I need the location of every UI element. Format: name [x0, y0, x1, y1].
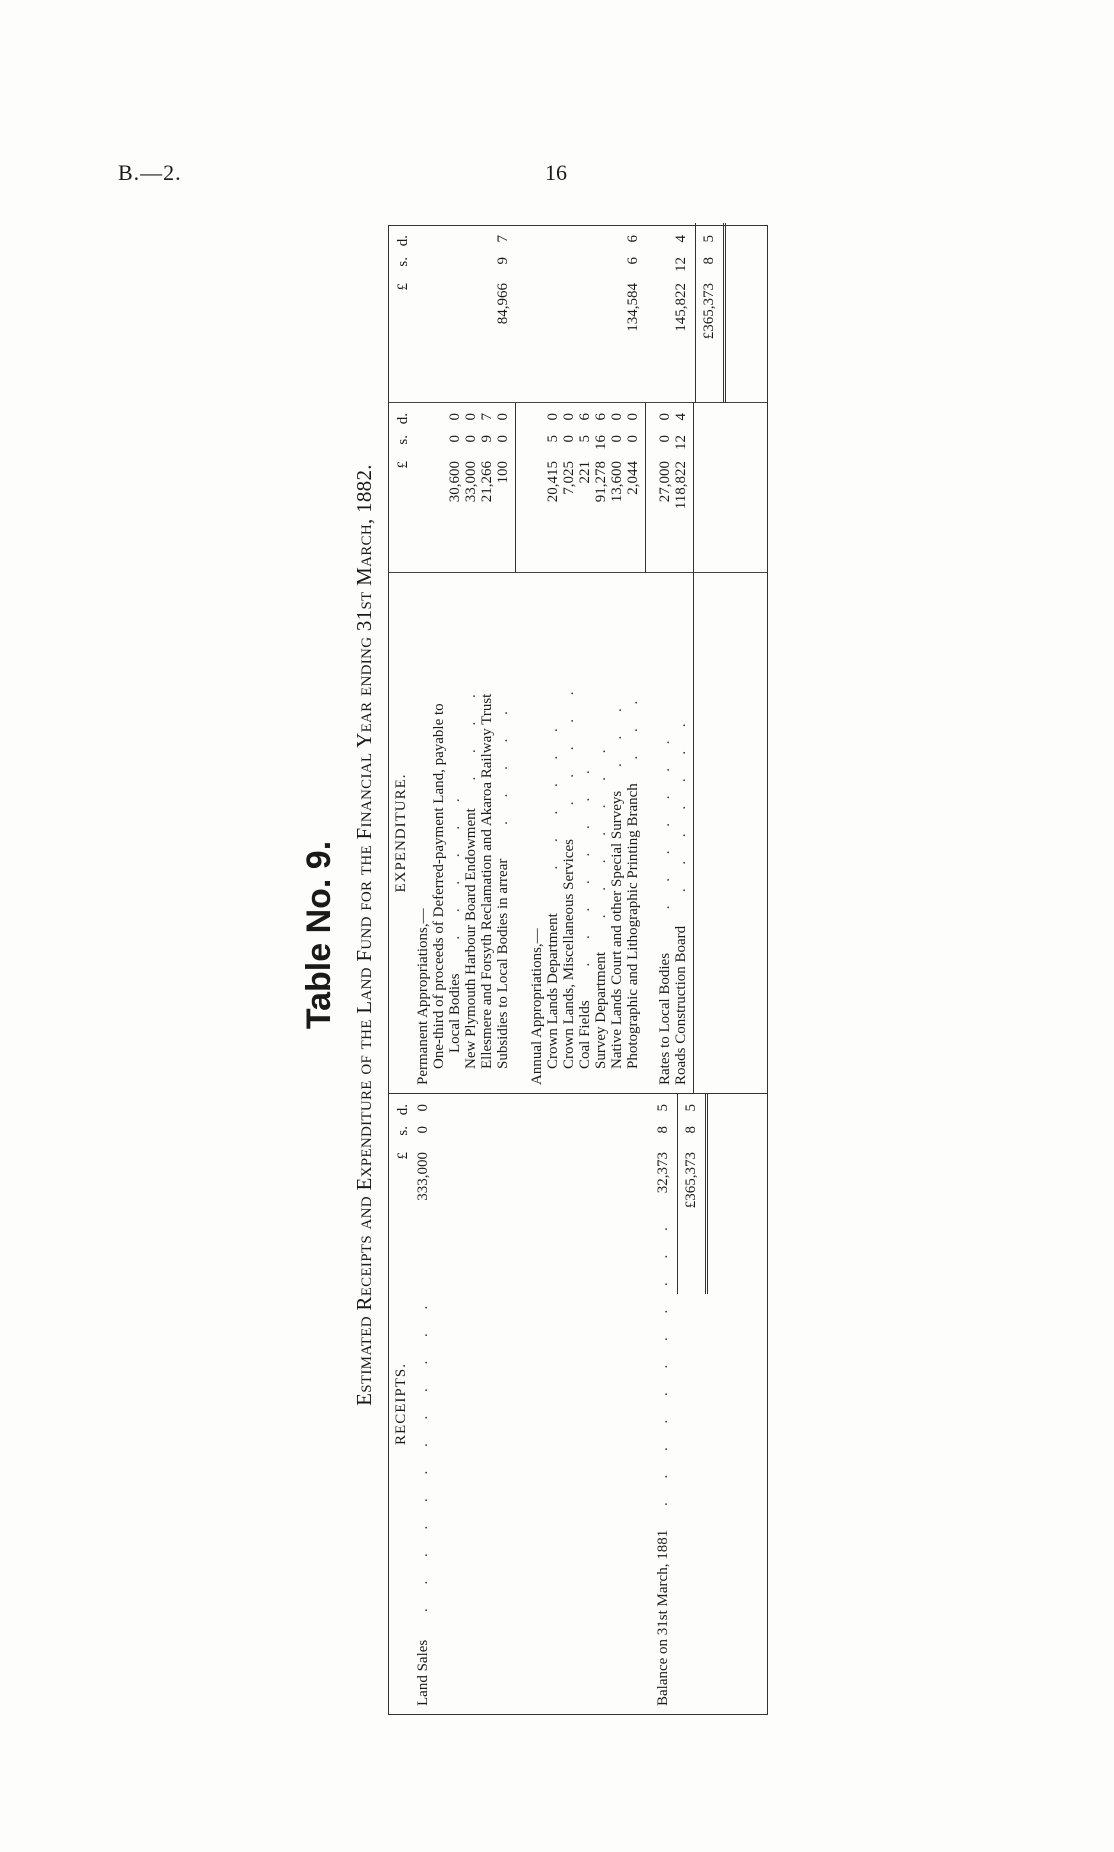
dot-leader: . . .: [625, 690, 641, 760]
shillings-value: 0: [609, 435, 625, 443]
shillings-value: 9: [479, 435, 495, 443]
receipts-currency-header: [395, 1104, 412, 1224]
pounds-value: 7,025: [561, 461, 577, 495]
receipts-heading: RECEIPTS.: [393, 1363, 409, 1445]
pence-header: d.: [395, 1104, 411, 1116]
shillings-value: 16: [593, 435, 609, 450]
pence-value: 4: [673, 413, 689, 421]
exp-row-one-third-cont: [447, 788, 464, 1053]
dot-leader: . . . . . . .: [657, 730, 673, 910]
exp-amount-roads-construction: [673, 413, 690, 573]
pence-value: 6: [625, 235, 641, 243]
items-currency-header: [395, 413, 412, 573]
section-rule: [693, 403, 694, 1093]
dot-leader: . . . . . . .: [673, 713, 689, 893]
pounds-value: 33,000: [463, 461, 479, 503]
exp-label: Photographic and Lithographic Printing Branch: [625, 783, 641, 1069]
receipt-row-balance: [655, 1217, 672, 1706]
subtotal-currency-header: [395, 235, 412, 403]
receipt-amount-land-sales: [415, 1104, 432, 1224]
exp-amount-crown-lands: [545, 413, 562, 573]
pounds-value: 333,000: [415, 1152, 431, 1201]
dot-leader: . . . . . . . .: [577, 760, 593, 967]
shillings-value: 0: [625, 435, 641, 443]
shillings-value: 12: [673, 435, 689, 450]
exp-amount-rates-local-bodies: [657, 413, 674, 573]
pounds-value: 134,584: [625, 283, 641, 332]
exp-row-coal-fields: [577, 760, 594, 1069]
pence-value: 0: [561, 413, 577, 421]
dot-leader: . . . . . .: [447, 788, 463, 940]
exp-label: Subsidies to Local Bodies in arrear: [495, 858, 511, 1069]
shillings-value: 0: [495, 435, 511, 443]
pence-value: 7: [479, 413, 495, 421]
exp-row-subsidies: [495, 701, 512, 1069]
dot-leader: . . . . . . .: [593, 739, 609, 919]
receipt-amount-balance: [655, 1104, 672, 1224]
shillings-value: 9: [495, 257, 511, 265]
exp-row-ellesmere: [479, 694, 496, 1069]
expenditure-total: [701, 235, 718, 403]
exp-amount-new-plymouth: [463, 413, 480, 573]
exp-label: New Plymouth Harbour Board Endowment: [463, 808, 479, 1069]
dot-leader: . . . . .: [495, 701, 511, 825]
subtotal-rule: [645, 403, 646, 573]
pounds-header: £: [395, 461, 411, 469]
exp-label: Crown Lands, Miscellaneous Services: [561, 839, 577, 1069]
exp-row-survey-department: [593, 739, 610, 1069]
shillings-value: 0: [463, 435, 479, 443]
permanent-subtotal: [495, 235, 512, 403]
exp-row-native-lands-court: [609, 698, 626, 1069]
document-reference: B.—2.: [118, 160, 182, 185]
exp-row-new-plymouth: [463, 684, 480, 1069]
shillings-header: s.: [395, 435, 411, 445]
exp-row-rates-local-bodies: [657, 730, 674, 1085]
total-rule: [695, 223, 696, 403]
pounds-value: 20,415: [545, 461, 561, 503]
pounds-value: 221: [577, 461, 593, 484]
pounds-value: 32,373: [655, 1152, 671, 1194]
exp-amount-crown-lands-misc: [561, 413, 578, 573]
exp-amount-survey-department: [593, 413, 610, 573]
other-subtotal: [673, 235, 690, 403]
exp-label: Crown Lands Department: [545, 913, 561, 1069]
double-rule: [705, 1094, 708, 1294]
pence-value: 0: [609, 413, 625, 421]
pence-value: 0: [657, 413, 673, 421]
dot-leader: . . . .: [463, 684, 479, 781]
double-rule: [723, 223, 726, 403]
exp-row-crown-lands-misc: [561, 682, 578, 1069]
exp-amount-ellesmere: [479, 413, 496, 573]
pence-value: 0: [463, 413, 479, 421]
shillings-value: 8: [655, 1126, 671, 1134]
pence-value: 4: [673, 235, 689, 243]
pounds-value: 145,822: [673, 283, 689, 332]
annual-subtotal: [625, 235, 642, 403]
dot-leader: . . . . . .: [545, 718, 561, 870]
pounds-value: £365,373: [683, 1152, 699, 1209]
pence-value: 0: [415, 1104, 431, 1112]
pence-value: 0: [495, 413, 511, 421]
exp-label: Coal Fields: [577, 1000, 593, 1069]
pounds-value: 2,044: [625, 461, 641, 495]
dot-leader: . . . . . . . . . . . .: [415, 1295, 431, 1613]
annual-appropriations-heading: Annual Appropriations,—: [529, 928, 545, 1085]
shillings-header: s.: [395, 257, 411, 267]
pence-value: 6: [593, 413, 609, 421]
land-fund-table: [388, 225, 768, 1715]
exp-amount-coal-fields: [577, 413, 594, 573]
shillings-header: s.: [395, 1126, 411, 1136]
shillings-value: 0: [657, 435, 673, 443]
table-subtitle: Estimated Receipts and Expenditure of the Land Fund for the Financial Year ending 31st March, 1882.: [352, 464, 376, 1406]
pence-value: 0: [545, 413, 561, 421]
pounds-header: £: [395, 1152, 411, 1160]
shillings-value: 12: [673, 257, 689, 272]
pence-value: 7: [495, 235, 511, 243]
pence-value: 0: [447, 413, 463, 421]
pounds-value: 84,966: [495, 283, 511, 325]
pounds-value: 91,278: [593, 461, 609, 503]
exp-amount-native-lands-court: [609, 413, 626, 573]
receipt-label: Land Sales: [415, 1639, 431, 1706]
shillings-value: 5: [545, 435, 561, 443]
pence-value: 0: [625, 413, 641, 421]
dot-leader: . . .: [609, 698, 625, 767]
pence-value: 5: [655, 1104, 671, 1112]
shillings-value: 8: [701, 257, 717, 265]
pounds-value: £365,373: [701, 283, 717, 340]
shillings-value: 0: [447, 435, 463, 443]
exp-amount-one-third: [447, 413, 464, 573]
shillings-value: 0: [561, 435, 577, 443]
exp-amount-photographic-branch: [625, 413, 642, 573]
pence-value: 5: [701, 235, 717, 243]
total-rule: [677, 1094, 678, 1294]
receipts-column: [389, 1094, 767, 1714]
exp-row-roads-construction: [673, 713, 690, 1085]
shillings-value: 8: [683, 1126, 699, 1134]
dot-leader: . . . . . . . . . . .: [655, 1217, 671, 1507]
pence-value: 5: [683, 1104, 699, 1112]
pence-header: d.: [395, 235, 411, 247]
exp-label: Native Lands Court and other Special Surveys: [609, 790, 625, 1069]
exp-label: Roads Construction Board: [673, 925, 689, 1085]
shillings-value: 5: [577, 435, 593, 443]
shillings-value: 6: [625, 257, 641, 265]
pounds-value: 21,266: [479, 461, 495, 503]
exp-label: One-third of proceeds of Deferred-payment Land, payable to: [431, 703, 447, 1069]
pounds-value: 27,000: [657, 461, 673, 503]
dot-leader: . . . . .: [561, 681, 577, 806]
exp-label-cont: Local Bodies: [447, 973, 463, 1053]
receipt-row-land-sales: [415, 1296, 432, 1706]
rotated-table-block: [300, 155, 1060, 1715]
pence-value: 6: [577, 413, 593, 421]
exp-label: Survey Department: [593, 951, 609, 1069]
exp-row-one-third: [431, 703, 448, 1069]
shillings-value: 0: [415, 1126, 431, 1134]
pence-header: d.: [395, 413, 411, 425]
pounds-value: 30,600: [447, 461, 463, 503]
pounds-header: £: [395, 283, 411, 291]
page-number: 16: [545, 160, 567, 185]
pounds-value: 13,600: [609, 461, 625, 503]
exp-row-photographic-branch: [625, 691, 642, 1069]
receipts-total: [683, 1104, 700, 1224]
permanent-appropriations-heading: Permanent Appropriations,—: [415, 908, 431, 1085]
pounds-value: 100: [495, 461, 511, 484]
expenditure-column: [389, 223, 767, 1094]
exp-label: Rates to Local Bodies: [657, 952, 673, 1085]
exp-label: Ellesmere and Forsyth Reclamation and Akaroa Railway Trust: [479, 693, 495, 1069]
exp-amount-subsidies: [495, 413, 512, 573]
receipt-label: Balance on 31st March, 1881: [655, 1529, 671, 1706]
subtotal-rule: [515, 403, 516, 573]
exp-row-crown-lands: [545, 718, 562, 1069]
expenditure-heading: EXPENDITURE.: [393, 773, 409, 893]
table-title: Table No. 9.: [300, 840, 338, 1030]
pounds-value: 118,822: [673, 461, 689, 510]
